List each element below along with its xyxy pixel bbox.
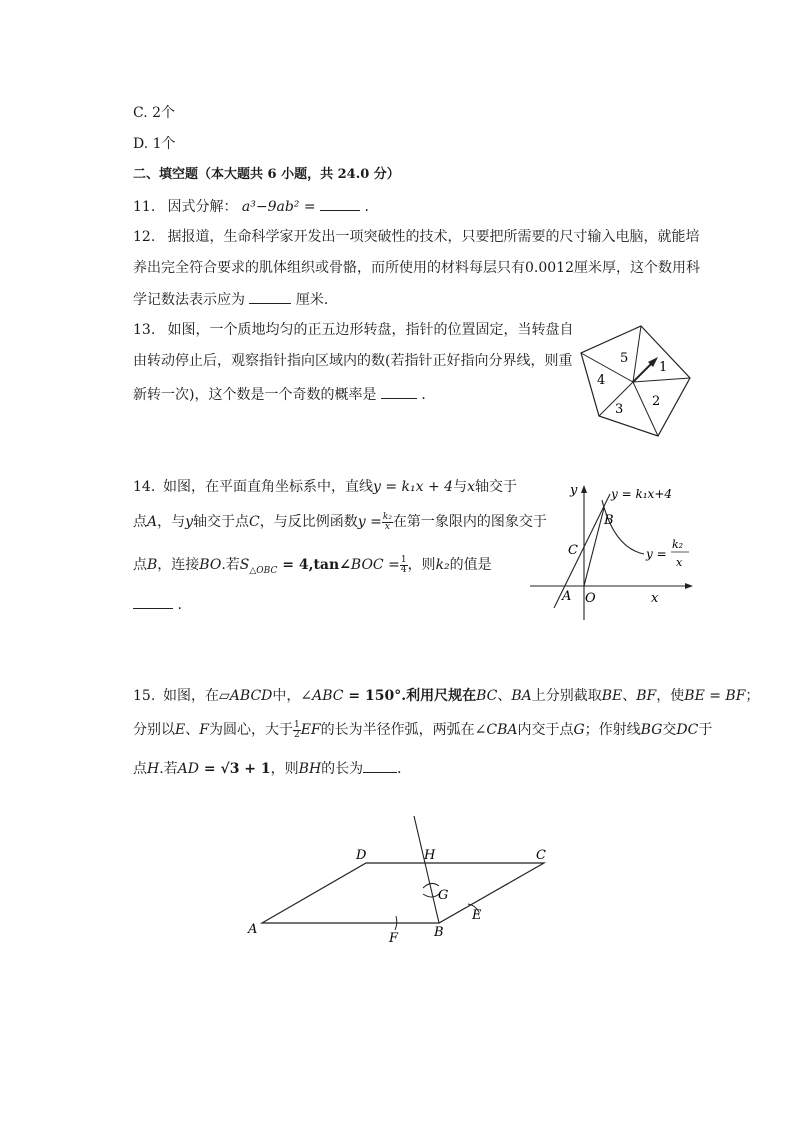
coordinate-plane-figure [528,476,700,622]
question-14-line4 [133,594,182,615]
question-14-line3 [133,555,492,581]
q14-text: ，连接 [157,557,200,573]
q14-var: BO [199,557,222,573]
q15-var: ABC [312,688,344,704]
arc-g-2 [423,894,439,897]
q12-text-line3a: 学记数法表示应为 [133,292,245,308]
q14-var: A [147,514,158,530]
q13-text-line2: 由转动停止后，观察指针指向区域内的数(若指针正好指向分界线，则重 [133,353,573,369]
q15-text: 、 [622,688,637,704]
question-12-line1 [133,227,699,247]
q14-var: y = [357,514,382,530]
question-number: 12. [133,229,156,245]
q13-text-line1: 如图，一个质地均匀的正五边形转盘，指针的位置固定，当转盘自 [167,322,574,338]
q15-var: ABCD [229,688,273,704]
question-15-line2 [133,720,712,740]
q15-fraction: $\frac{1}{2}$ [293,719,300,740]
question-12-line3 [133,289,338,310]
q15-text: .若 [159,761,178,777]
point-e-label: E [472,908,482,923]
option-c: C. 2个 [133,105,176,121]
answer-blank[interactable] [381,384,417,399]
q15-var: EF [300,722,321,738]
question-15-line3 [133,758,411,779]
q14-text: . [173,597,182,613]
q15-text: 于 [698,722,713,738]
q15-text: 点 [133,761,147,777]
parallelogram-abcd [262,863,544,923]
q15-text: = 150°.利用尺规在 [343,688,477,704]
q15-text: 的长为半径作弧，两弧在∠ [320,722,487,738]
question-number: 11. [133,199,156,215]
x-axis-label: x [651,591,659,606]
q11-suffix: . [364,199,369,215]
q15-text: ，则 [270,761,299,777]
question-number: 15. [133,688,156,704]
q15-var: BG [640,722,663,738]
q15-text: ，使 [656,688,685,704]
q14-text: = 4,tan∠ [277,557,351,573]
point-a-label: A [248,922,258,937]
section-title: 二、填空题（本大题共 6 小题，共 24.0 分） [133,167,400,182]
q14-var: x [467,479,475,495]
line-equation-label: y = k₁x+4 [611,487,673,501]
answer-blank[interactable] [249,289,291,304]
q15-var: BE [601,688,623,704]
point-c-label: C [536,848,546,863]
q15-text: 如图，在▱ [163,688,230,704]
q14-text: 轴交于 [474,479,517,495]
q14-var: k₂ [435,557,450,573]
q15-var: BA [511,688,532,704]
ray-bg [414,816,439,923]
point-b-label: B [434,925,444,940]
q15-text: 、 [185,722,200,738]
point-d-label: D [356,848,367,863]
q14-var: y [185,514,194,530]
y-axis-label: y [570,483,578,498]
q14-text: ，则 [407,557,436,573]
answer-blank[interactable] [133,594,173,609]
q13-text-line3a: 新转一次)，这个数是一个奇数的概率是 [133,387,377,403]
point-c-label: C [568,543,578,558]
q15-var: E [175,722,186,738]
q14-text: 点 [133,557,147,573]
q14-fraction: $\frac{\text{k₂}}{x}$ [382,511,392,532]
sector-label-5: 5 [620,351,629,366]
q15-text: 中，∠ [272,688,313,704]
q14-subscript: △OBC [249,565,278,576]
q15-text: 、 [497,688,512,704]
point-f-label: F [389,931,399,946]
question-13-line3 [133,384,435,405]
q14-text: 点 [133,514,147,530]
q15-text: ； [745,688,760,704]
q14-var: C [249,514,260,530]
q14-text: 的值是 [449,557,492,573]
q14-line-equation: y = k₁x + 4 [373,479,454,495]
q14-text: 如图，在平面直角坐标系中，直线 [163,479,373,495]
x-axis-arrow [685,583,693,589]
curve-equation-label: y = [646,547,667,561]
q15-var: AD [177,761,200,777]
question-number: 14. [133,479,156,495]
q15-var: G [573,722,585,738]
q14-text: .若 [221,557,240,573]
q15-var: F [199,722,209,738]
q15-var: BF [636,688,657,704]
q14-text: = [383,557,400,573]
q14-fraction: $\frac{1}{4}$ [400,554,407,575]
q12-text-line1: 据报道，生命科学家开发出一项突破性的技术，只要把所需要的尺寸输入电脑，就能培 [167,229,700,245]
q15-var: DC [676,722,699,738]
q15-text: ． [397,761,412,777]
answer-blank[interactable] [363,758,397,773]
question-13-line1 [133,320,573,340]
q15-text: 内交于点 [517,722,574,738]
question-11 [133,196,369,217]
segment-bo [584,508,604,586]
q14-text: ，与 [157,514,186,530]
q15-var: BH [298,761,322,777]
q15-text: ；作射线 [584,722,641,738]
q12-text-line3b: 厘米． [295,292,338,308]
sector-label-2: 2 [652,394,661,409]
parallelogram-figure [240,812,560,948]
q15-var: BC [476,688,498,704]
q14-var: BOC [350,557,384,573]
origin-label: O [585,591,596,606]
q15-text: 分别以 [133,722,175,738]
curve-denominator: x [676,556,683,569]
q15-text: 的长为 [321,761,364,777]
point-a-label: A [562,589,572,604]
q14-var: B [147,557,158,573]
q11-prefix: 因式分解： [167,199,238,215]
sector-label-1: 1 [659,360,668,375]
q15-text: 上分别截取 [531,688,602,704]
sector-label-4: 4 [597,373,606,388]
point-b-label: B [604,513,614,528]
question-15-line1 [133,686,759,706]
q12-text-line2: 养出完全符合要求的肌体组织或骨骼，而所使用的材料每层只有0.0012厘米厚，这个数用科 [133,260,700,276]
q15-text: 交 [662,722,677,738]
question-number: 13. [133,322,156,338]
y-axis-arrow [581,485,587,493]
q15-var: BE = BF [684,688,746,704]
sector-label-3: 3 [615,402,624,417]
q14-text: ，与反比例函数 [259,514,358,530]
q14-var: S [239,557,250,573]
q15-var: H [147,761,160,777]
point-g-label: G [438,888,449,903]
q15-text: = √3 + 1 [199,761,271,777]
option-d: D. 1个 [133,136,176,152]
q15-var: CBA [486,722,518,738]
curve-numerator: k₂ [672,538,684,551]
q11-expression: a³−9ab² = [241,199,316,215]
q14-text: 与 [453,479,468,495]
question-14-line1 [133,477,517,497]
pentagon-spinner-figure [578,324,696,440]
q15-text: 为圆心，大于 [208,722,293,738]
question-14-line2 [133,512,547,532]
point-h-label: H [424,848,436,863]
q14-text: 在第一象限内的图象交于 [392,514,547,530]
q13-text-line3b: ． [421,387,436,403]
answer-blank[interactable] [320,196,360,211]
q14-text: 轴交于点 [193,514,250,530]
